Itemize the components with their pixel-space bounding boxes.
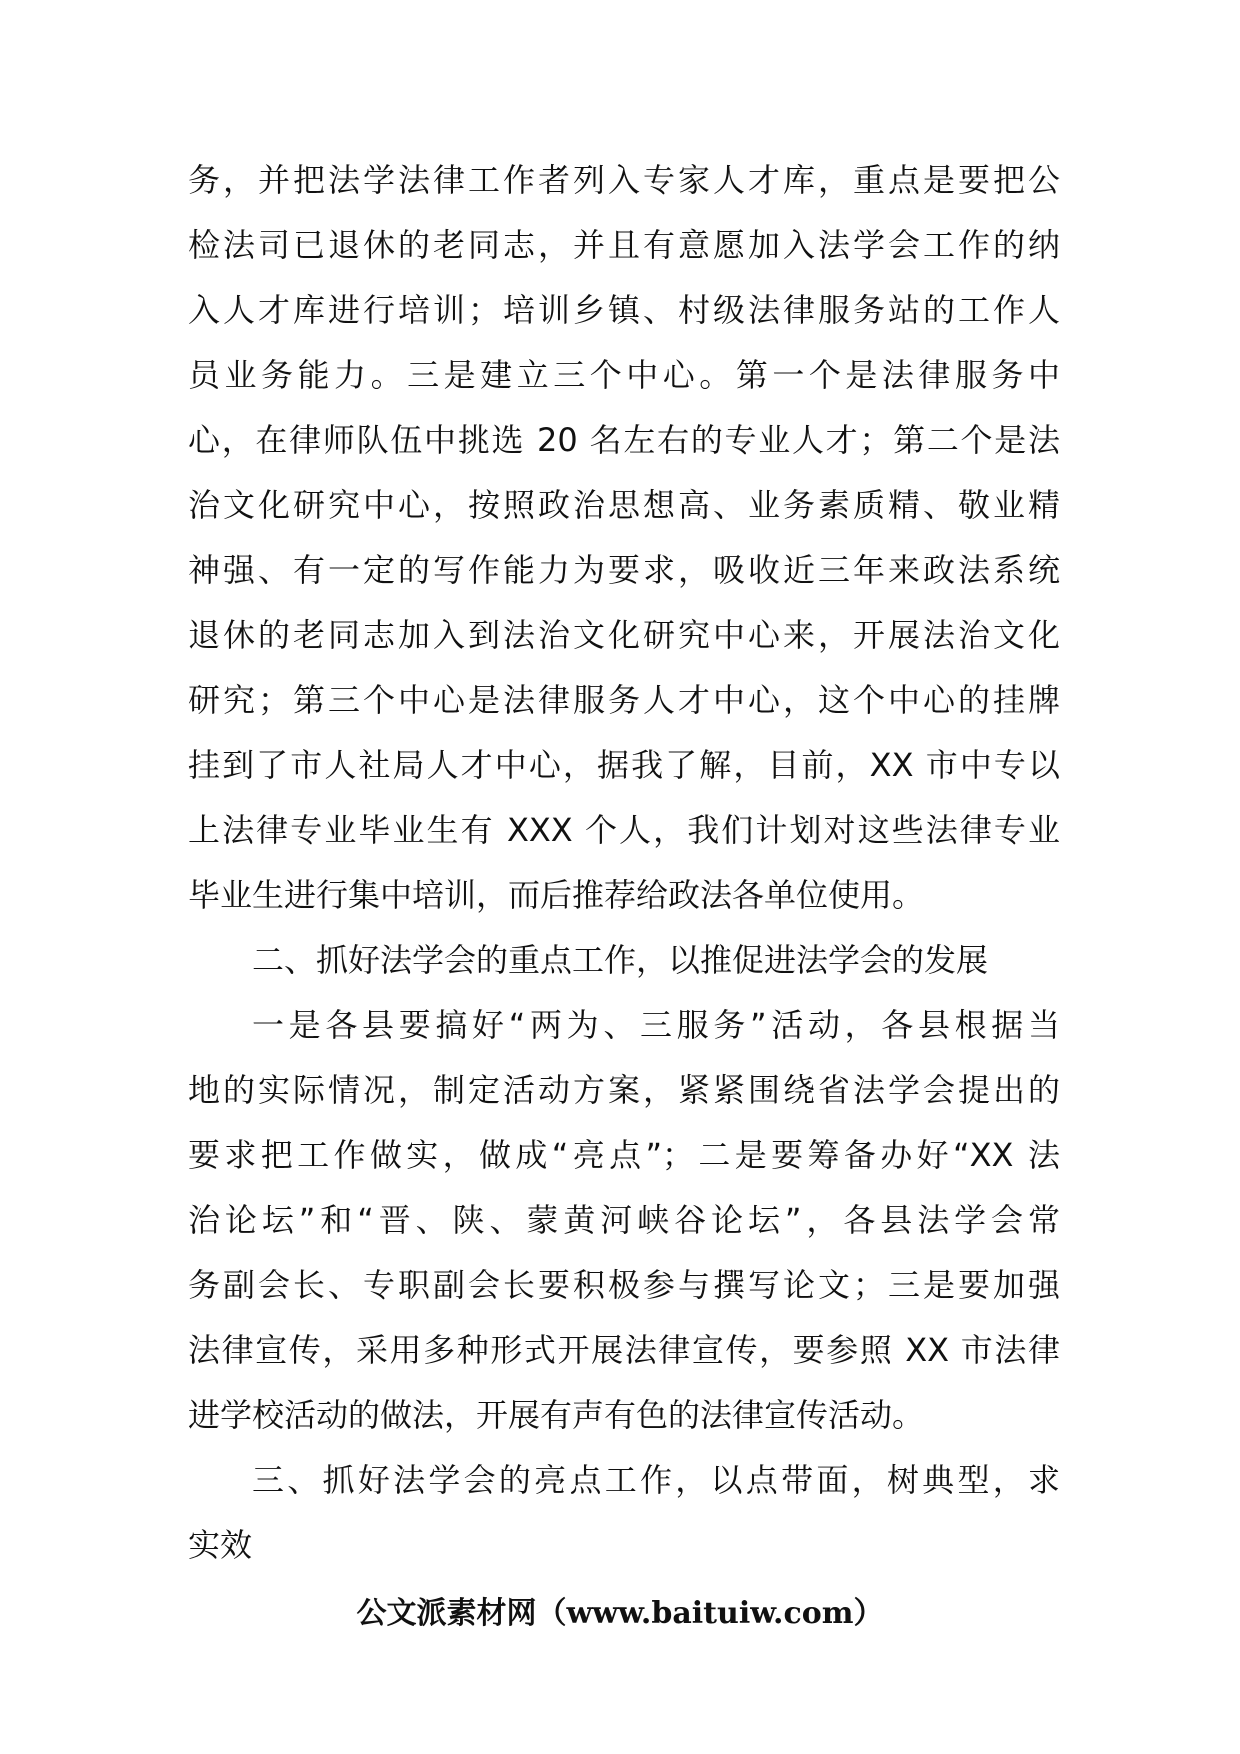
text-line: 上法律专业毕业生有 XXX 个人，我们计划对这些法律专业	[188, 811, 1060, 849]
text-line: 心，在律师队伍中挑选 20 名左右的专业人才；第二个是法	[188, 421, 1060, 459]
section-heading-2: 二、抓好法学会的重点工作，以推促进法学会的发展	[252, 941, 989, 979]
section-heading-3-cont: 实效	[188, 1526, 253, 1564]
text-line: 务，并把法学法律工作者列入专家人才库，重点是要把公	[188, 161, 1060, 199]
text-line: 神强、有一定的写作能力为要求，吸收近三年来政法系统	[188, 551, 1060, 589]
text-line: 务副会长、专职副会长要积极参与撰写论文；三是要加强	[188, 1266, 1060, 1304]
text-line: 进学校活动的做法，开展有声有色的法律宣传活动。	[188, 1396, 925, 1434]
text-line: 治论坛”和“晋、陕、蒙黄河峡谷论坛”，各县法学会常	[188, 1201, 1060, 1239]
text-line: 检法司已退休的老同志，并且有意愿加入法学会工作的纳	[188, 226, 1060, 264]
text-line: 毕业生进行集中培训，而后推荐给政法各单位使用。	[188, 876, 925, 914]
text-line: 一是各县要搞好“两为、三服务”活动，各县根据当	[252, 1006, 1060, 1044]
text-line: 要求把工作做实，做成“亮点”；二是要筹备办好“XX 法	[188, 1136, 1060, 1174]
section-heading-3: 三、抓好法学会的亮点工作，以点带面，树典型，求	[252, 1461, 1060, 1499]
text-line: 员业务能力。三是建立三个中心。第一个是法律服务中	[188, 356, 1060, 394]
text-line: 法律宣传，采用多种形式开展法律宣传，要参照 XX 市法律	[188, 1331, 1060, 1369]
text-line: 挂到了市人社局人才中心，据我了解，目前，XX 市中专以	[188, 746, 1060, 784]
text-line: 研究；第三个中心是法律服务人才中心，这个中心的挂牌	[188, 681, 1060, 719]
document-body	[188, 148, 1060, 1578]
text-line: 地的实际情况，制定活动方案，紧紧围绕省法学会提出的	[188, 1071, 1060, 1109]
text-line: 治文化研究中心，按照政治思想高、业务素质精、敬业精	[188, 486, 1060, 524]
text-line: 退休的老同志加入到法治文化研究中心来，开展法治文化	[188, 616, 1060, 654]
watermark-footer: 公文派素材网（www.baituiw.com）	[356, 1596, 884, 1631]
text-line: 入人才库进行培训；培训乡镇、村级法律服务站的工作人	[188, 291, 1060, 329]
